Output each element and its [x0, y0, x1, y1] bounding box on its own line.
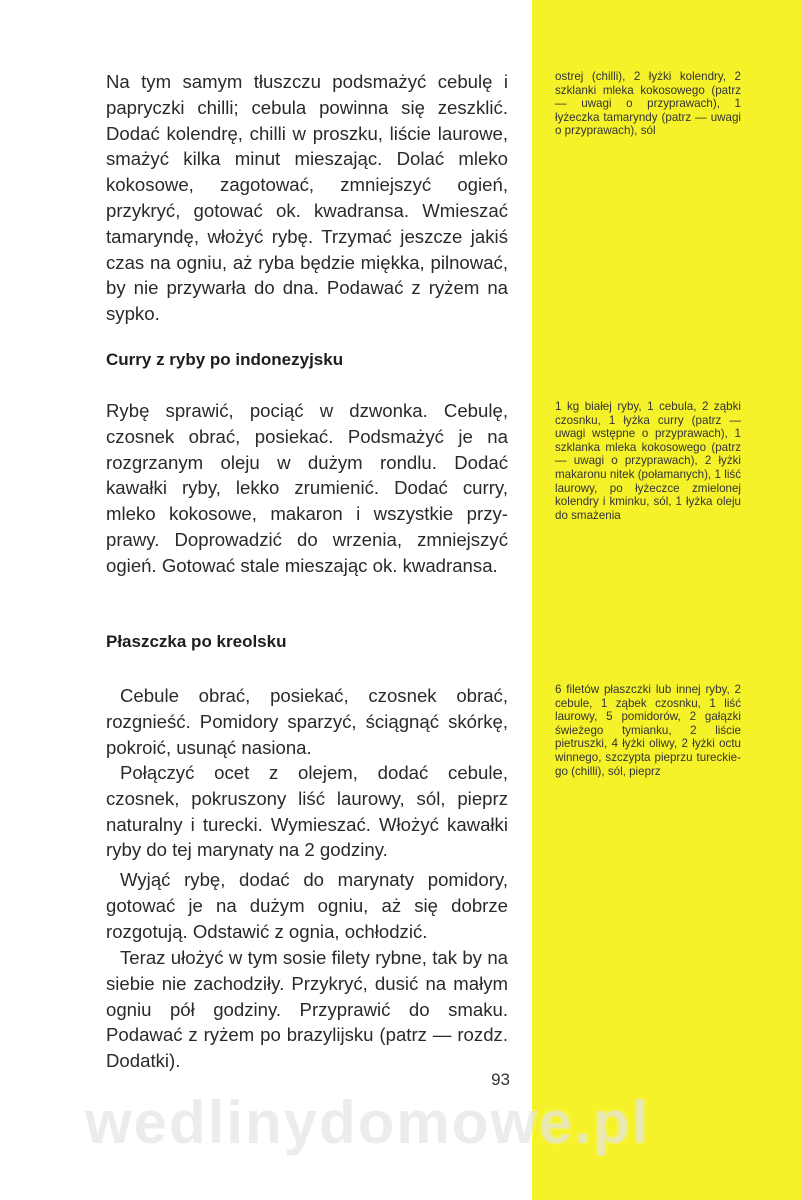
- recipe-plaszczka-paragraph-2: Połączyć ocet z olejem, dodać cebule, czosnek, pokruszony liść laurowy, sól, pieprz naturalny i turecki. Wymieszać. Włożyć kawałki ryby do tej marynaty na 2 godziny.: [106, 762, 508, 861]
- intro-paragraph: Na tym samym tłuszczu podsmażyć cebulę i papryczki chilli; cebula powinna się zeszklić. Dodać kolendrę, chilli w proszku, liście laurowe, smażyć kilka minut mieszając. Dolać mleko kokosowe, zagotować, zmniejszyć ogień, przykryć, gotować ok. kwadransa. Wmieszać tamaryndę, włożyć rybę. Trzymać jeszcze jakiś czas na ogniu, aż ryba będzie miękka, pilnować, by nie przywarła do dna. Podawać z ryżem na sypko.: [106, 71, 508, 325]
- recipe-plaszczka-paragraph-1: Cebule obrać, posiekać, czosnek obrać, rozgnieść. Pomidory sparzyć, ściągnąć skórkę, pokroić, usunąć nasiona.: [106, 685, 508, 758]
- recipe-curry-paragraph: Rybę sprawić, pociąć w dzwonka. Cebulę, czosnek obrać, posiekać. Podsmażyć je na rozgrzanym oleju w dużym rondlu. Dodać kawałki ryby, lekko zrumienić. Dodać curry, mleko kokosowe, makaron i wszystkie przyprawy. Doprowadzić do wrzenia, zmniejszyć ogień. Gotować stale mieszając ok. kwadransa.: [106, 400, 508, 576]
- curry-ingredients: 1 kg białej ryby, 1 cebula, 2 ząbki czosnku, 1 łyżka curry (patrz — uwagi wstępne o przyprawach), 1 szklanka mleka kokosowego (patrz — uwagi o przyprawach), 2 łyżki makaronu nitek (połamanych), 1 liść laurowy, po łyżeczce zmielonej kolendry i kminku, sól, 1 łyżka oleju do smażenia: [555, 400, 741, 522]
- ingredients-sidebar: [532, 0, 802, 1200]
- plaszczka-ingredients: 6 filetów płaszczki lub innej ryby, 2 cebule, 1 ząbek czosnku, 1 liść laurowy, 5 pomidorów, 2 gałązki świeżego tymianku, 2 liście pietruszki, 4 łyżki oliwy, 2 łyżki octu winnego, szczypta pieprzu tureckiego (chilli), sól, pieprz: [555, 683, 741, 778]
- recipe-title-curry: Curry z ryby po indonezyjsku: [106, 350, 344, 369]
- page-number: 93: [491, 1070, 510, 1089]
- recipe-plaszczka-paragraph-3: Wyjąć rybę, dodać do marynaty pomidory, gotować je na dużym ogniu, aż się dobrze rozgotują. Odstawić z ognia, ochłodzić.: [106, 869, 508, 942]
- recipe-plaszczka-paragraph-4: Teraz ułożyć w tym sosie filety rybne, tak by na siebie nie zachodziły. Przykryć, dusić na małym ogniu pół godziny. Przyprawić do smaku. Podawać z ryżem po brazylijsku (patrz — rozdz. Dodatki).: [106, 947, 508, 1072]
- recipe-title-plaszczka: Płaszczka po kreolsku: [106, 632, 287, 651]
- watermark-logo: wedlinydomowe.pl: [85, 1089, 651, 1156]
- intro-ingredients: ostrej (chilli), 2 łyżki kolendry, 2 szklanki mleka kokosowego (patrz — uwagi o przyprawach), 1 łyżeczka tamaryndy (patrz — uwagi o przyprawach), sól: [555, 70, 741, 138]
